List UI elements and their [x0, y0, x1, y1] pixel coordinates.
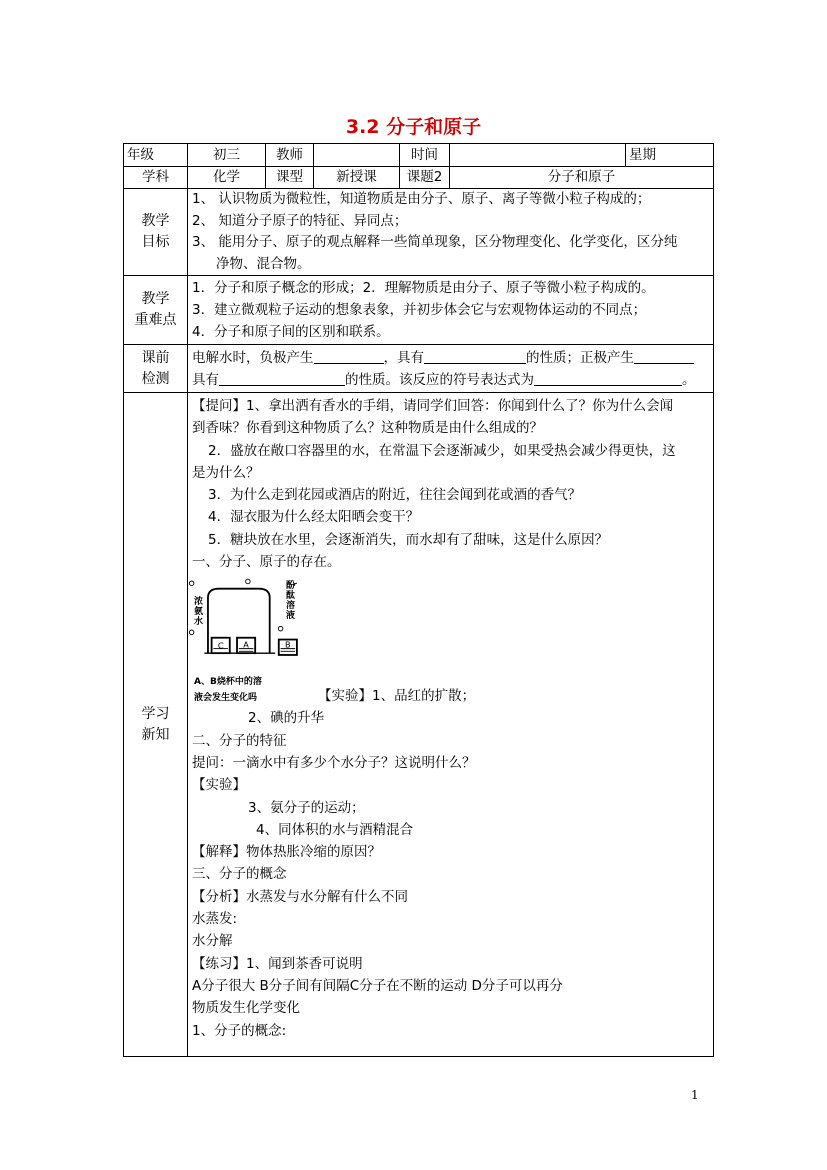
subject-value: 化学 [188, 167, 266, 189]
question-4: 4．湿衣服为什么经太阳晒会变干？ [208, 509, 420, 526]
molecule-concept: 1、分子的概念: [192, 1022, 287, 1039]
question-2-cont: 是为什么？ [192, 464, 260, 481]
grade-value: 初三 [188, 144, 266, 167]
topic-label: 课题2 [400, 167, 450, 189]
study-label [124, 393, 188, 1057]
pretest-label-text: 课前 检测 [141, 349, 170, 387]
teacher-label: 教师 [266, 144, 314, 167]
answer-blank[interactable] [534, 371, 682, 386]
answer-blank[interactable] [424, 349, 526, 364]
goal-item: 3、 能用分子、原子的观点解释一些简单现象，区分物理变化、化学变化，区分纯 [192, 234, 678, 250]
difficulties-label-text: 教学 重难点 [134, 291, 177, 328]
beaker-c-label: C [217, 640, 224, 651]
pretest-label [124, 345, 188, 393]
chemical-change: 物质发生化学变化 [192, 1000, 300, 1017]
question-2: 2．盛放在敞口容器里的水，在常温下会逐渐减少，如果受热会减少得更快，这 [208, 442, 676, 459]
type-value: 新授课 [314, 167, 400, 189]
figure-caption-1: A、B烧杯中的溶 [194, 677, 262, 688]
question-drop: 提问：一滴水中有多少个水分子？这说明什么？ [192, 754, 476, 771]
section-heading-3: 三、分子的概念 [192, 866, 287, 883]
study-label-text: 学习 新知 [141, 705, 170, 743]
question-1-cont: 到香味？你看到这种物质了么？这种物质是由什么组成的？ [192, 420, 543, 437]
difficulty-item: 1．分子和原子概念的形成；2．理解物质是由分子、原子等微小粒子构成的。 [192, 280, 655, 296]
lesson-plan-table [123, 143, 714, 1057]
type-label: 课型 [266, 167, 314, 189]
water-decomposition: 水分解 [192, 933, 233, 950]
pretest-text: 电解水时，负极产生 [192, 349, 314, 366]
beaker-a-label: A [243, 640, 249, 651]
goal-item: 净物、混合物。 [216, 255, 311, 272]
weekday-label: 星期 [626, 144, 714, 167]
goals-content [188, 189, 714, 276]
topic-value: 分子和原子 [450, 167, 714, 189]
experiment-1: 【实验】1、品红的扩散； [318, 688, 476, 705]
goals-label [124, 189, 188, 276]
question-5: 5．糖块放在水里，会逐渐消失，而水却有了甜味，这是什么原因？ [208, 531, 609, 548]
goal-item: 1、 认识物质为微粒性，知道物质是由分子、原子、离子等微小粒子构成的； [192, 191, 651, 207]
time-value [450, 144, 626, 167]
page-number: 1 [691, 1088, 699, 1102]
pretest-text: ，具有 [383, 349, 424, 366]
experiment-figure-area [192, 573, 709, 707]
section-heading-1: 一、分子、原子的存在。 [192, 554, 341, 571]
water-evaporation: 水蒸发: [192, 911, 238, 928]
experiment-3: 3、氨分子的运动； [248, 799, 365, 816]
experiment-heading: 【实验】 [192, 777, 246, 794]
ammonia-label: 浓氨水 [194, 597, 204, 628]
analysis: 【分析】水蒸发与水分解有什么不同 [192, 888, 408, 905]
figure-caption-2: 液会发生变化吗 [194, 693, 258, 704]
subject-label: 学科 [124, 167, 188, 189]
difficulty-item: 4．分子和原子间的区别和联系。 [192, 324, 390, 340]
pretest-text: 的性质。该反应的符号表达式为 [345, 371, 534, 388]
difficulties-content [188, 276, 714, 345]
document-title: 3.2 分子和原子 [345, 116, 482, 138]
pretest-text: 的性质；正极产生 [526, 349, 634, 366]
question-3: 3．为什么走到花园或酒店的附近，往往会闻到花或酒的香气？ [208, 487, 582, 504]
difficulties-label [124, 276, 188, 345]
explanation: 【解释】物体热胀冷缩的原因？ [192, 844, 381, 861]
goals-label-text: 教学 目标 [141, 213, 170, 250]
beaker-b-label: B [285, 640, 291, 651]
goal-item: 2、 知道分子原子的特征、异同点； [192, 212, 408, 229]
teacher-value [314, 144, 400, 167]
section-heading-2: 二、分子的特征 [192, 732, 287, 749]
difficulty-item: 3．建立微观粒子运动的想象表象，并初步体会它与宏观物体运动的不同点； [192, 302, 647, 318]
answer-blank[interactable] [219, 371, 345, 386]
pretest-text: 。 [682, 371, 696, 388]
answer-blank[interactable] [634, 349, 694, 364]
study-content [188, 393, 714, 1057]
pretest-text: 具有 [192, 371, 219, 388]
experiment-2: 2、碘的升华 [248, 710, 325, 727]
practice: 【练习】1、闻到茶香可说明 [192, 955, 363, 972]
grade-label: 年级 [124, 144, 188, 167]
time-label: 时间 [400, 144, 450, 167]
question-1: 【提问】1、拿出洒有香水的手绢，请同学们回答：你闻到什么了？你为什么会闻 [192, 398, 674, 414]
phenolphthalein-label: 酚酞溶液 [286, 581, 296, 622]
pretest-content [188, 345, 714, 393]
answer-blank[interactable] [314, 349, 384, 364]
practice-options: A分子很大 B分子间有间隔C分子在不断的运动 D分子可以再分 [192, 977, 563, 994]
experiment-4: 4、同体积的水与酒精混合 [256, 821, 414, 838]
